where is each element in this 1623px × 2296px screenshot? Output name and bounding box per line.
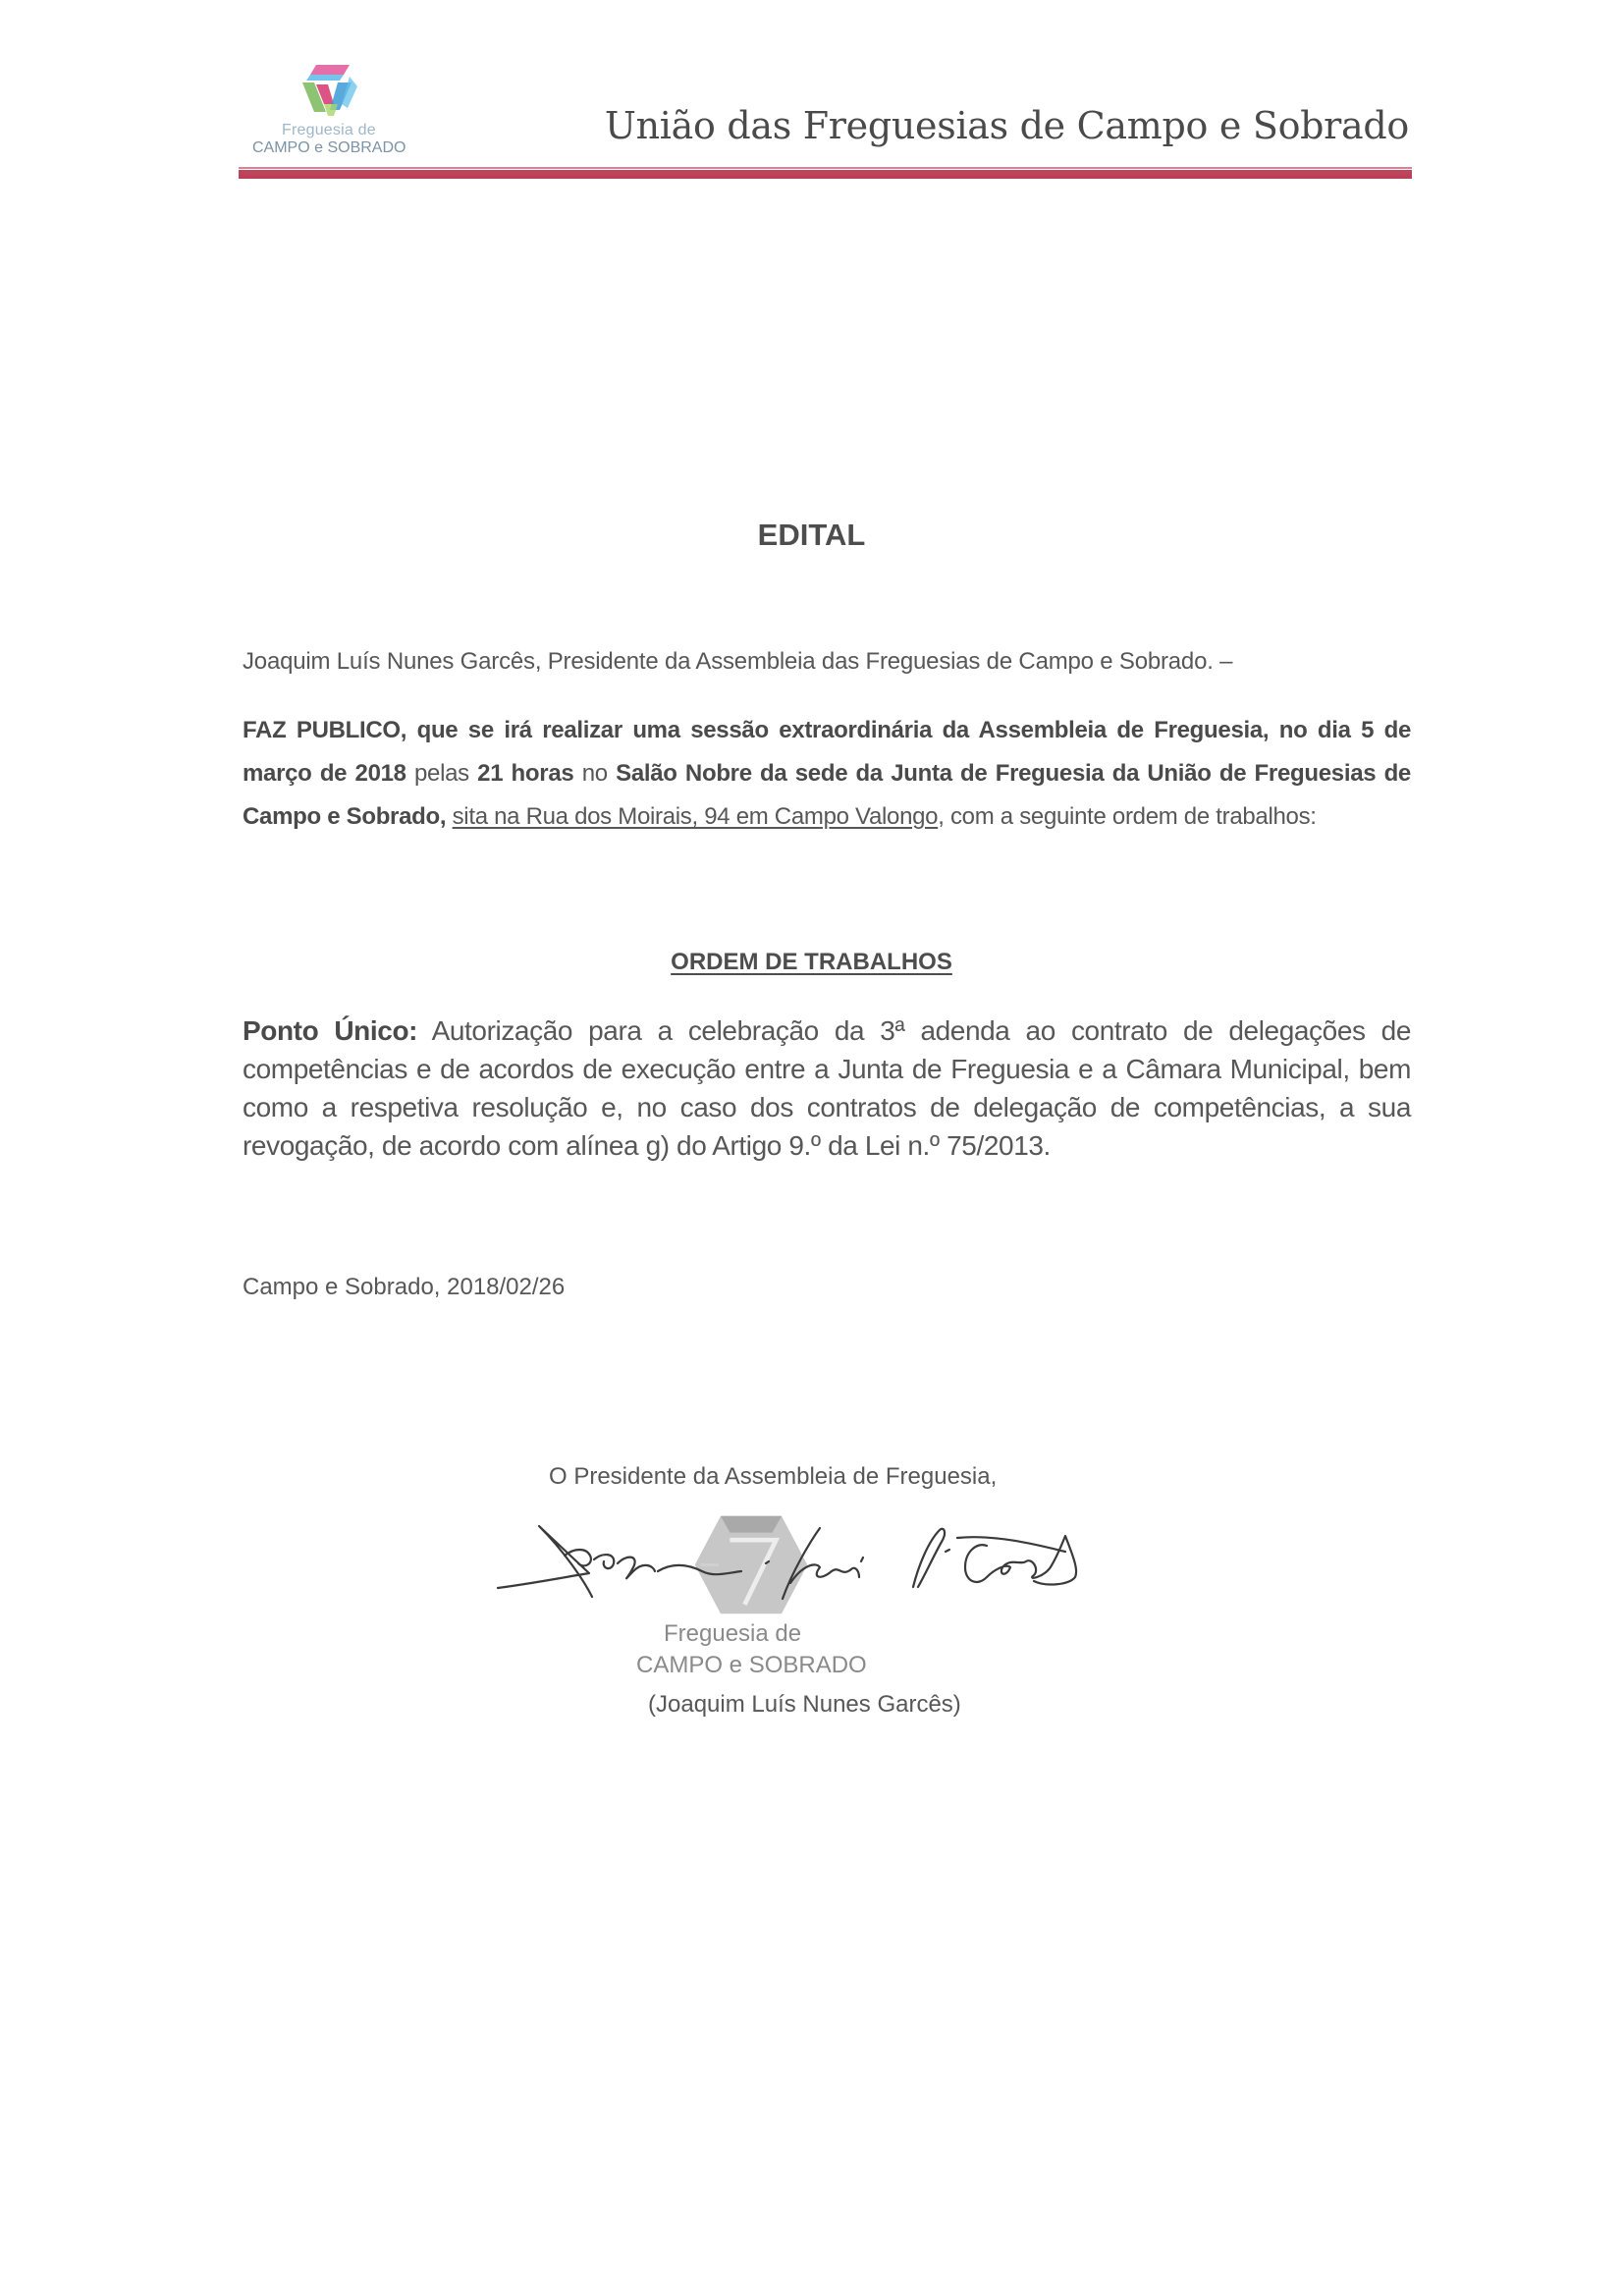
announcement-text-1: pelas bbox=[406, 760, 478, 787]
signature-caption: O Presidente da Assembleia de Freguesia, bbox=[549, 1463, 998, 1490]
logo-text-campo-sobrado: CAMPO e SOBRADO bbox=[252, 139, 406, 156]
announcement-paragraph bbox=[243, 709, 1411, 839]
agenda-item-label: Ponto Único: bbox=[243, 1015, 418, 1046]
agenda-item bbox=[243, 1011, 1411, 1165]
agenda-heading: ORDEM DE TRABALHOS bbox=[671, 949, 952, 975]
header-title: União das Freguesias de Campo e Sobrado bbox=[604, 104, 1409, 147]
announcement-text-4: , com a seguinte ordem de trabalhos: bbox=[938, 803, 1317, 830]
stamp-text-campo-sobrado: CAMPO e SOBRADO bbox=[636, 1652, 867, 1678]
announcement-hours: 21 horas bbox=[477, 760, 574, 787]
parish-logo bbox=[241, 61, 427, 159]
handwritten-signature-icon bbox=[496, 1512, 1281, 1620]
announcement-venue: Salão Nobre da sede da Junta de Freguesia da União de Freguesias de Campo e Sobrado, bbox=[243, 760, 1411, 830]
announcement-text-2: no bbox=[573, 760, 617, 787]
intro-paragraph: Joaquim Luís Nunes Garcês, Presidente da Assembleia das Freguesias de Campo e Sobrado. – bbox=[243, 648, 1233, 675]
header-rule bbox=[239, 167, 1412, 179]
agenda-item-text: Autorização para a celebração da 3ª adenda ao contrato de delegações de competências e de acordos de execução entre a Junta de Freguesia e a Câmara Municipal, bem como a respetiva resolução e, no caso dos contratos de delegação de competências, a sua revogação, de acordo com alínea g) do Artigo 9.º da Lei n.º 75/2013. bbox=[243, 1015, 1411, 1161]
announcement-address: sita na Rua dos Moirais, 94 em Campo Valongo bbox=[452, 803, 939, 830]
signatory-name: (Joaquim Luís Nunes Garcês) bbox=[648, 1691, 961, 1718]
announcement-lead: FAZ PUBLICO, que se irá realizar uma sessão extraordinária da Assembleia de Freguesia, no dia 5 de março de 2018 bbox=[243, 717, 1411, 787]
place-and-date: Campo e Sobrado, 2018/02/26 bbox=[243, 1274, 566, 1300]
stamp-text-freguesia: Freguesia de bbox=[664, 1620, 802, 1647]
document-title: EDITAL bbox=[757, 518, 866, 552]
logo-text-freguesia: Freguesia de bbox=[282, 122, 376, 138]
hexagon-seven-logo-icon bbox=[295, 61, 365, 122]
